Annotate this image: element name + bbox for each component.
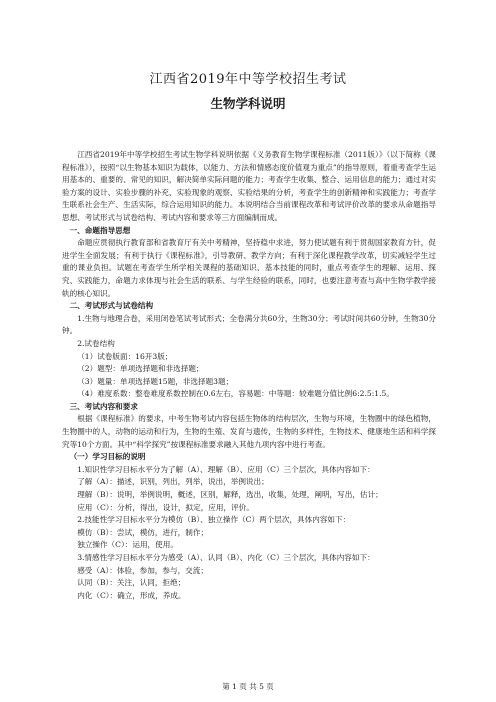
section-3-subheading: （一）学习目标的说明 [69,452,146,462]
section-2-sub-4: （4）难度系数：整卷难度系数控制在0.6左右，容易题：中等题：较难题分值比例6:2.5:1.5。 [77,389,394,399]
section-3-heading: 三、考试内容和要求 [69,401,138,411]
section-2-sub-2: （2）题型：单项选择题和非选择题； [77,364,204,374]
section-2-item-1: 1.生物与地理合卷，采用闭卷笔试考试形式；全卷满分共60分，生物30分；考试时间共60分钟，生物30分钟。 [62,313,436,336]
page-footer: 第 1 页 共 5 页 [222,682,274,691]
goal-1: 1.知识性学习目标水平分为了解（A）、理解（B）、应用（C）三个层次，具体内容如下： [77,464,375,474]
section-3-paragraph: 根据《课程标准》的要求，中考生物考试内容包括生物体的结构层次，生物与环境，生物圈中的绿色植物，生物圈中的人，动物的运动和行为，生物的生殖、发育与遗传，生物的多样性，生物技术、健康地生活和科学探究等10个方面。其中“科学探究”按课程标准要求融入其他九项内容中进行考查。 [62,414,436,449]
section-2-heading: 二、考试形式与试卷结构 [69,301,154,311]
goal-1-c: 应用（C）：分析，得出，设计，拟定，应用，评价。 [77,502,254,512]
goal-2: 2.技能性学习目标水平分为模仿（B）、独立操作（C）两个层次，具体内容如下： [77,515,351,525]
goal-1-a: 了解（A）：描述，识别，列出，列举，说出，举例说出； [77,477,269,487]
section-1-paragraph: 命题应贯彻执行教育部和省教育厅有关中考精神，坚持稳中求进，努力使试题有利于贯彻国家教育方针，促进学生全面发展；有利于执行《课程标准》，引导教研、教学方向；有利于深化课程教学改革，切实减轻学生过重的课业负担。试题在考查学生所学相关课程的基础知识、基本技能的同时，重点考查学生的理解、运用、探究、实践能力，命题力求体现与社会生活的联系、与学生经验的联系，同时，也要注意考查与高中生物学教学接轨的核心知识。 [62,238,436,298]
page-subtitle: 生物学科说明 [210,96,286,111]
goal-1-b: 理解（B）：说明，举例说明，概述，区别，解释，选出，收集，处理，阐明，写出，估计； [77,490,383,500]
section-2-item-2: 2.试卷结构 [77,338,115,348]
document-body [62,149,436,602]
goal-3-a: 感受（A）：体验，参加，参与，交流； [77,565,208,575]
page-title: 江西省2019年中等学校招生考试 [149,72,347,87]
goal-2-c: 独立操作（C）：运用，使用。 [77,540,178,550]
goal-3-b: 认同（B）：关注，认同，拒绝； [77,578,186,588]
goal-2-b: 模仿（B）：尝试，模仿，进行，制作； [77,527,209,537]
goal-3-c: 内化（C）：确立，形成，养成。 [77,590,186,600]
section-2-sub-3: （3）题量：单项选择题15题，非选择题3题； [77,376,234,386]
section-1-heading: 一、命题指导思想 [69,225,131,235]
intro-paragraph: 江西省2019年中等学校招生考试生物学科说明依据《义务教育生物学课程标准（2011版）》（以下简称《课程标准》），按照“以生物基本知识为载体，以能力、方法和情感态度价值观为重点”的指导原则，着重考查学生运用基本的、重要的、常见的知识，解决简单实际问题的能力；考查学生收集、整合、运用信息的能力；通过对实验方案的设计、实验步骤的补充、实验现象的观察、实验结果的分析，考查学生的创新精神和实践能力；考查学生联系社会生产、生活实际，综合运用知识的能力。本说明结合当前课程改革和考试评价改革的要求从命题指导思想、考试形式与试卷结构、考试内容和要求等三方面编制而成。 [62,150,436,222]
section-2-sub-1: （1）试卷版面：16开3版； [77,351,173,361]
goal-3: 3.情感性学习目标水平分为感受（A）、认同（B）、内化（C）三个层次，具体内容如下： [77,553,375,562]
